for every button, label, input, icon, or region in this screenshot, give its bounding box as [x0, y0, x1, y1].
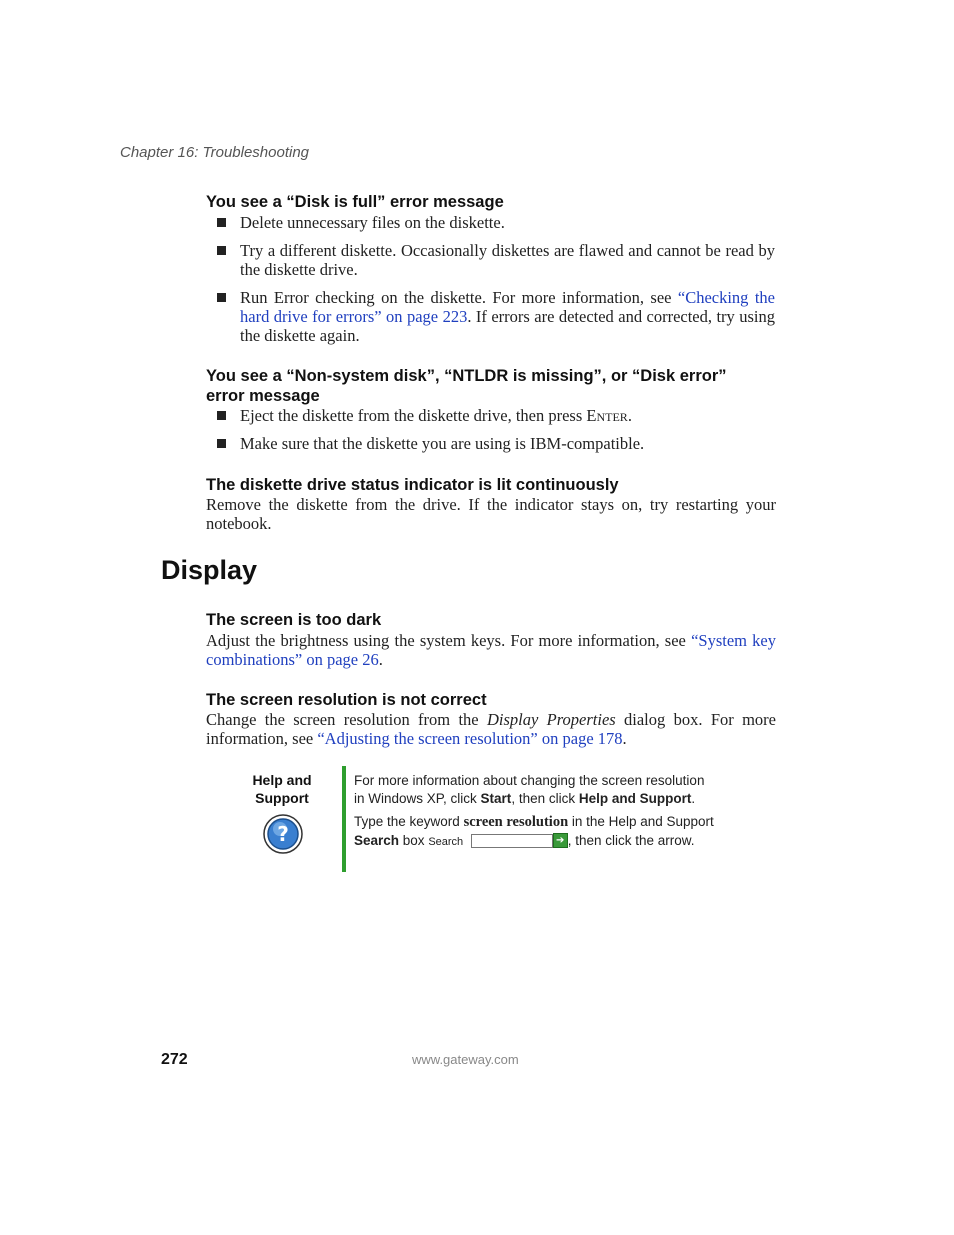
- footer-url[interactable]: www.gateway.com: [412, 1052, 519, 1067]
- section-heading-disk-full: You see a “Disk is full” error message: [206, 193, 504, 211]
- section-heading-non-system-disk: You see a “Non-system disk”, “NTLDR is missing”, or “Disk error” error message: [206, 367, 727, 405]
- section-heading-too-dark: The screen is too dark: [206, 611, 382, 629]
- bullet-icon: [217, 218, 226, 227]
- search-label: Search: [428, 835, 464, 848]
- page-number: 272: [161, 1051, 188, 1068]
- section-heading-indicator: The diskette drive status indicator is lit continuously: [206, 476, 619, 494]
- help-divider-bar: [342, 766, 346, 872]
- too-dark-body: Adjust the brightness using the system keys. For more information, see “System key combinations” on page 26.: [206, 631, 776, 669]
- help-and-support-label: Help and Support: [252, 772, 312, 806]
- bullet-icon: [217, 439, 226, 448]
- help-paragraph-2: Type the keyword screen resolution in the Help and Support Search box Search ➔ , then click the arrow.: [354, 814, 714, 848]
- bullet-icon: [217, 246, 226, 255]
- section-heading-resolution: The screen resolution is not correct: [206, 691, 487, 709]
- link-adjusting-screen-resolution[interactable]: “Adjusting the screen resolution” on page 178: [317, 729, 623, 748]
- bullet-icon: [217, 293, 226, 302]
- indicator-body: Remove the diskette from the drive. If the indicator stays on, try restarting your notebook.: [206, 495, 776, 533]
- link-checking-hard-drive[interactable]: “Checking the hard drive for errors” on page 223: [240, 288, 775, 326]
- chapter-header: Chapter 16: Troubleshooting: [120, 144, 310, 161]
- svg-text:?: ?: [277, 822, 289, 846]
- bullet-icon: [217, 411, 226, 420]
- search-input[interactable]: [471, 834, 553, 848]
- help-paragraph-1: For more information about changing the screen resolution in Windows XP, click Start, then click Help and Support.: [354, 773, 705, 806]
- help-question-icon: [262, 813, 304, 855]
- arrow-right-icon[interactable]: ➔: [553, 833, 568, 848]
- key-enter: Enter: [586, 406, 628, 425]
- section-title-display: Display: [161, 555, 258, 585]
- resolution-body: Change the screen resolution from the Display Properties dialog box. For more information, see “Adjusting the screen resolution” on page 178.: [206, 710, 776, 748]
- link-system-key-combinations[interactable]: “System key combinations” on page 26: [206, 631, 776, 669]
